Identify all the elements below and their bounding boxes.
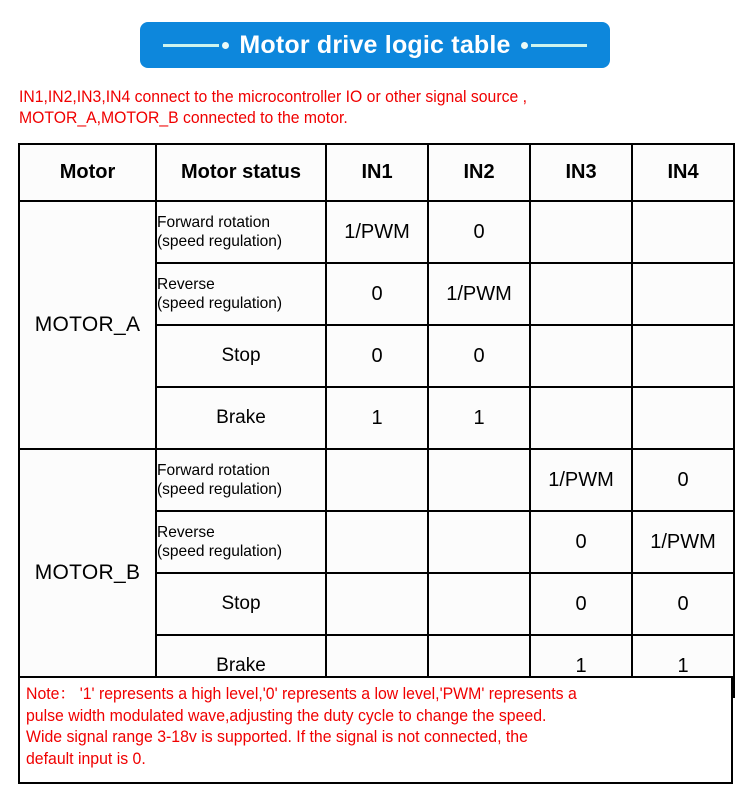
value-in3: 0 bbox=[530, 573, 632, 635]
status-line-1: Reverse bbox=[157, 276, 215, 293]
status-line-2: (speed regulation) bbox=[157, 233, 283, 250]
value-in4 bbox=[632, 263, 734, 325]
value-in3 bbox=[530, 325, 632, 387]
status-label: Brake bbox=[216, 407, 266, 428]
value-in1: 0 bbox=[326, 325, 428, 387]
value-in4 bbox=[632, 325, 734, 387]
note-line-4: default input is 0. bbox=[26, 749, 146, 768]
value-in3 bbox=[530, 201, 632, 263]
value-in3 bbox=[530, 263, 632, 325]
motor-group-label-a: MOTOR_A bbox=[19, 201, 156, 449]
note-line-3: Wide signal range 3-18v is supported. If the signal is not connected, the bbox=[26, 728, 528, 746]
value-in2 bbox=[428, 511, 530, 573]
value-in4: 0 bbox=[632, 449, 734, 511]
value-in4: 1/PWM bbox=[632, 511, 734, 573]
value-in1 bbox=[326, 511, 428, 573]
value-in2: 0 bbox=[428, 201, 530, 263]
note-line-1: Note： '1' represents a high level,'0' represents a low level,'PWM' represents a bbox=[26, 685, 577, 703]
title-banner-container bbox=[0, 22, 750, 68]
intro-note bbox=[19, 87, 703, 129]
value-in4: 0 bbox=[632, 573, 734, 635]
status-line-1: Forward rotation bbox=[157, 214, 271, 231]
header-in3: IN3 bbox=[530, 144, 632, 201]
header-in1: IN1 bbox=[326, 144, 428, 201]
value-in1 bbox=[326, 449, 428, 511]
line-dot-ornament-left-icon bbox=[163, 42, 229, 49]
status-line-1: Forward rotation bbox=[157, 462, 271, 479]
line-dot-ornament-right-icon bbox=[521, 42, 587, 49]
status-line-2: (speed regulation) bbox=[157, 543, 283, 560]
status-cell bbox=[156, 573, 326, 635]
status-line-2: (speed regulation) bbox=[157, 481, 283, 498]
table-row bbox=[19, 449, 734, 511]
value-in4 bbox=[632, 201, 734, 263]
value-in2: 0 bbox=[428, 325, 530, 387]
footnote-box bbox=[18, 676, 733, 784]
value-in3: 1 bbox=[530, 635, 632, 697]
status-cell bbox=[156, 325, 326, 387]
status-cell bbox=[156, 387, 326, 449]
header-motor-status: Motor status bbox=[156, 144, 326, 201]
status-label: Stop bbox=[221, 593, 261, 614]
value-in3: 0 bbox=[530, 511, 632, 573]
status-line-2: (speed regulation) bbox=[157, 295, 283, 312]
status-line-1: Reverse bbox=[157, 524, 215, 541]
value-in3 bbox=[530, 387, 632, 449]
value-in2: 1/PWM bbox=[428, 263, 530, 325]
table-header-row bbox=[19, 144, 734, 201]
status-cell bbox=[156, 201, 326, 263]
value-in1: 1 bbox=[326, 387, 428, 449]
intro-line-1: IN1,IN2,IN3,IN4 connect to the microcontroller IO or other signal source , bbox=[19, 88, 527, 106]
intro-line-2: MOTOR_A,MOTOR_B connected to the motor. bbox=[19, 109, 348, 127]
header-in2: IN2 bbox=[428, 144, 530, 201]
motor-drive-logic-table bbox=[18, 143, 735, 698]
value-in1 bbox=[326, 573, 428, 635]
status-cell bbox=[156, 511, 326, 573]
page-title: Motor drive logic table bbox=[239, 30, 511, 59]
status-cell bbox=[156, 449, 326, 511]
value-in4: 1 bbox=[632, 635, 734, 697]
status-cell bbox=[156, 263, 326, 325]
header-motor: Motor bbox=[19, 144, 156, 201]
title-banner bbox=[140, 22, 610, 68]
status-label: Brake bbox=[216, 655, 266, 676]
value-in4 bbox=[632, 387, 734, 449]
value-in1: 1/PWM bbox=[326, 201, 428, 263]
header-in4: IN4 bbox=[632, 144, 734, 201]
motor-group-label-b: MOTOR_B bbox=[19, 449, 156, 697]
value-in2 bbox=[428, 449, 530, 511]
table-row bbox=[19, 201, 734, 263]
value-in3: 1/PWM bbox=[530, 449, 632, 511]
value-in2: 1 bbox=[428, 387, 530, 449]
value-in1: 0 bbox=[326, 263, 428, 325]
value-in2 bbox=[428, 573, 530, 635]
note-line-2: pulse width modulated wave,adjusting the duty cycle to change the speed. bbox=[26, 706, 547, 725]
status-label: Stop bbox=[221, 345, 261, 366]
